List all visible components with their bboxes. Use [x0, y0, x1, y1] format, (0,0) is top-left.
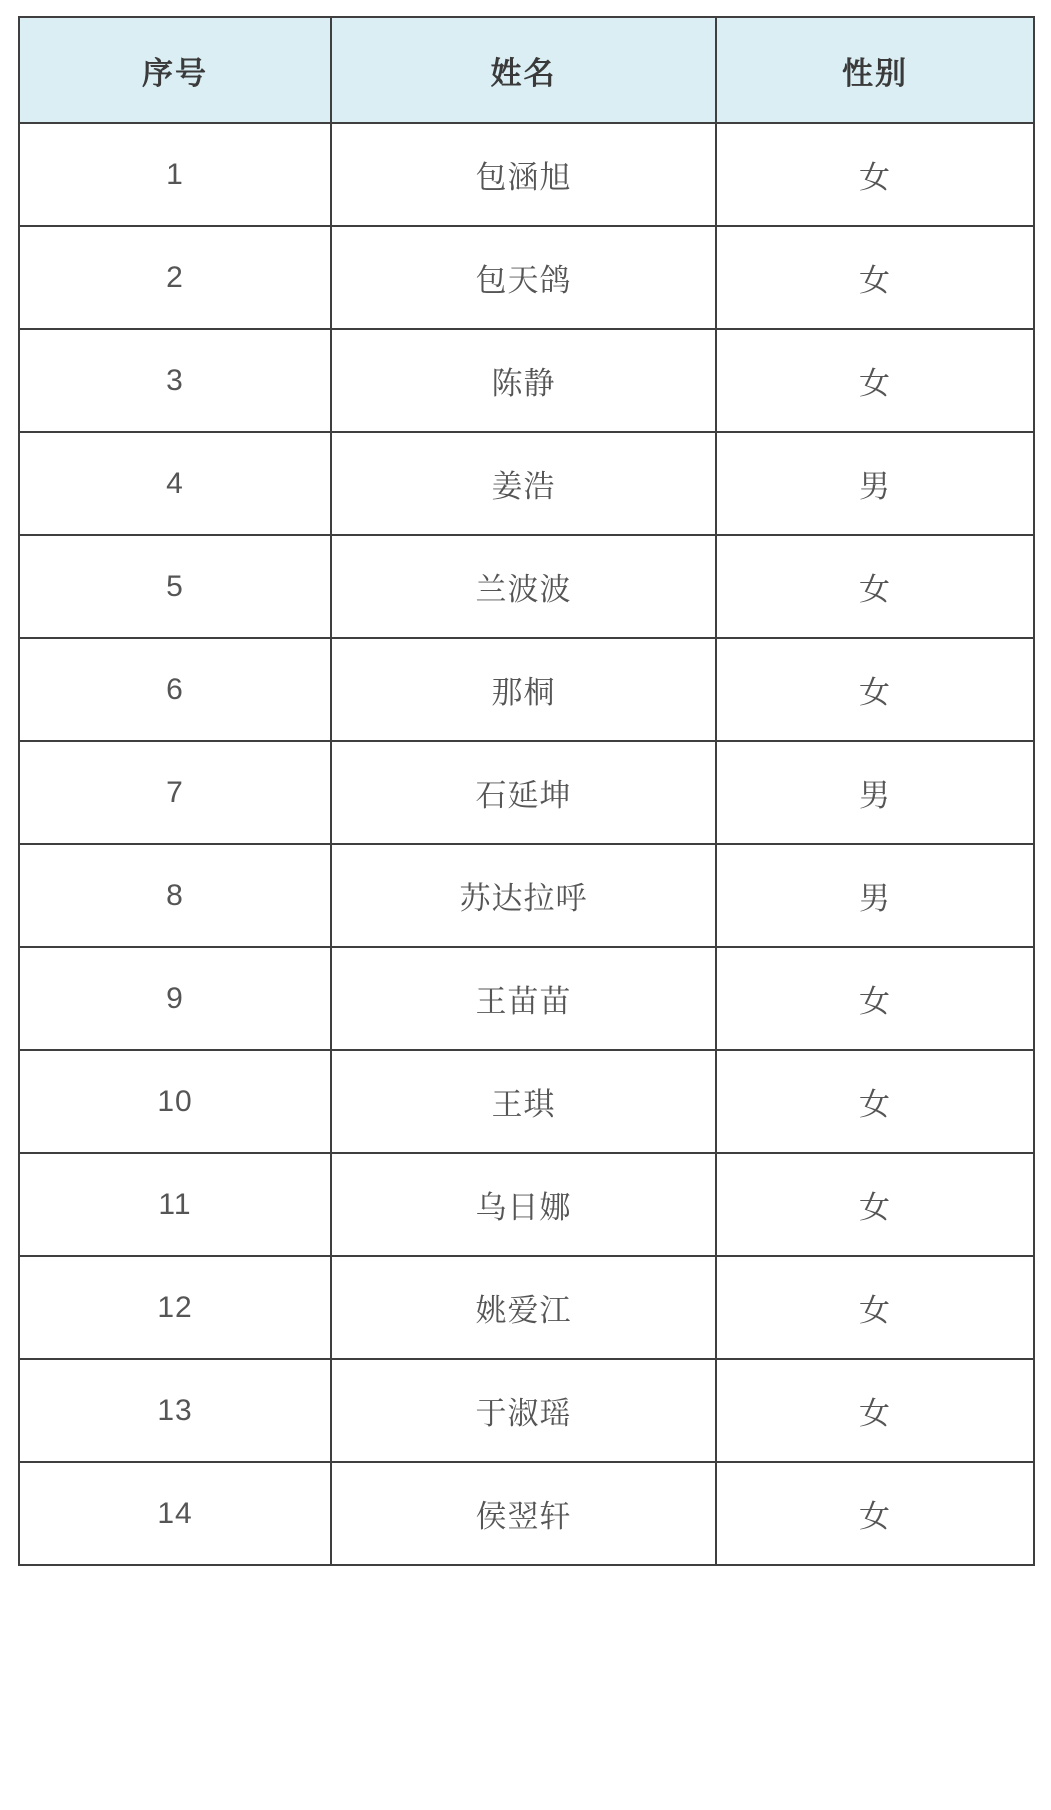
table-header — [19, 17, 1034, 123]
cell-name: 侯翌轩 — [331, 1462, 716, 1565]
table-row — [19, 226, 1034, 329]
cell-sex: 女 — [716, 1462, 1034, 1565]
cell-sex: 女 — [716, 1153, 1034, 1256]
cell-name: 那桐 — [331, 638, 716, 741]
table-row — [19, 1050, 1034, 1153]
column-header-sex: 性别 — [716, 17, 1034, 123]
table-row — [19, 123, 1034, 226]
table-row — [19, 947, 1034, 1050]
cell-index: 6 — [19, 638, 331, 741]
table-row — [19, 1256, 1034, 1359]
roster-table — [18, 16, 1035, 1566]
cell-sex: 女 — [716, 1359, 1034, 1462]
cell-name: 乌日娜 — [331, 1153, 716, 1256]
cell-index: 9 — [19, 947, 331, 1050]
table-header-row — [19, 17, 1034, 123]
cell-sex: 女 — [716, 535, 1034, 638]
cell-name: 陈静 — [331, 329, 716, 432]
cell-sex: 女 — [716, 123, 1034, 226]
cell-name: 王苗苗 — [331, 947, 716, 1050]
table-row — [19, 741, 1034, 844]
table-row — [19, 1153, 1034, 1256]
cell-sex: 女 — [716, 638, 1034, 741]
cell-name: 苏达拉呼 — [331, 844, 716, 947]
cell-index: 1 — [19, 123, 331, 226]
cell-index: 5 — [19, 535, 331, 638]
column-header-index: 序号 — [19, 17, 331, 123]
cell-index: 2 — [19, 226, 331, 329]
cell-name: 石延坤 — [331, 741, 716, 844]
cell-name: 姚爱江 — [331, 1256, 716, 1359]
cell-index: 7 — [19, 741, 331, 844]
cell-name: 包天鸽 — [331, 226, 716, 329]
cell-sex: 男 — [716, 844, 1034, 947]
cell-sex: 男 — [716, 432, 1034, 535]
table-row — [19, 638, 1034, 741]
table-body — [19, 123, 1034, 1565]
table-row — [19, 1359, 1034, 1462]
table-row — [19, 432, 1034, 535]
cell-index: 12 — [19, 1256, 331, 1359]
cell-sex: 女 — [716, 1256, 1034, 1359]
cell-name: 王琪 — [331, 1050, 716, 1153]
cell-sex: 女 — [716, 1050, 1034, 1153]
cell-index: 3 — [19, 329, 331, 432]
cell-index: 8 — [19, 844, 331, 947]
cell-index: 14 — [19, 1462, 331, 1565]
cell-sex: 女 — [716, 329, 1034, 432]
cell-name: 于淑瑶 — [331, 1359, 716, 1462]
table-row — [19, 535, 1034, 638]
cell-name: 兰波波 — [331, 535, 716, 638]
cell-name: 姜浩 — [331, 432, 716, 535]
cell-name: 包涵旭 — [331, 123, 716, 226]
table-row — [19, 844, 1034, 947]
cell-index: 11 — [19, 1153, 331, 1256]
table-row — [19, 1462, 1034, 1565]
cell-sex: 女 — [716, 226, 1034, 329]
table-row — [19, 329, 1034, 432]
cell-sex: 女 — [716, 947, 1034, 1050]
cell-index: 10 — [19, 1050, 331, 1153]
cell-sex: 男 — [716, 741, 1034, 844]
cell-index: 13 — [19, 1359, 331, 1462]
column-header-name: 姓名 — [331, 17, 716, 123]
cell-index: 4 — [19, 432, 331, 535]
